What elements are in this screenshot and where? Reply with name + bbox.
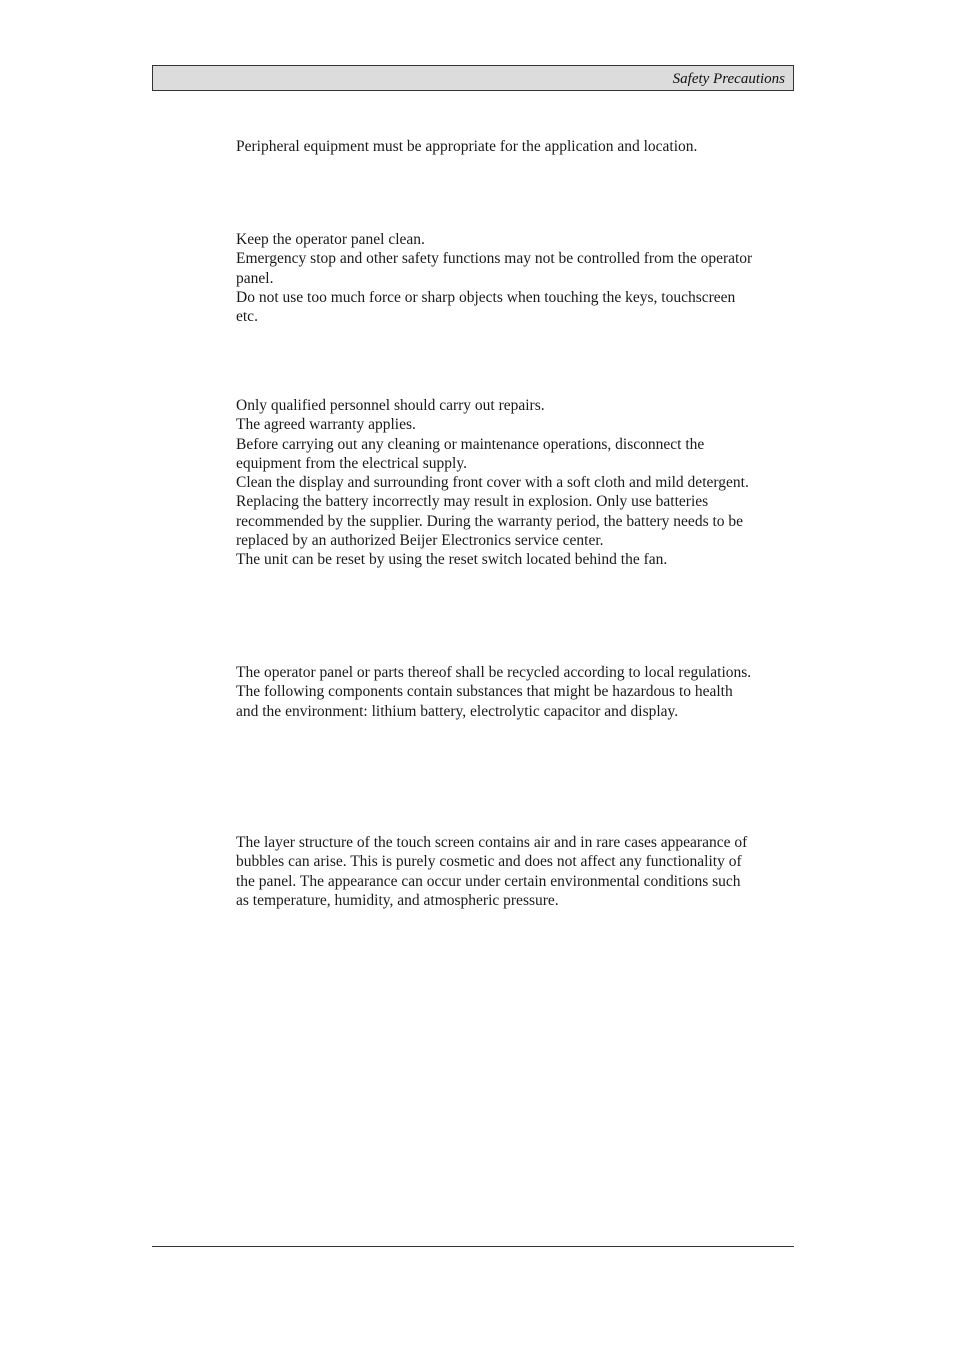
paragraph: The agreed warranty applies. xyxy=(236,416,416,434)
paragraph: The following components contain substances that might be hazardous to health and the environment: lithium battery, electrolytic capacitor and display. xyxy=(236,683,733,720)
section-peripheral-equipment xyxy=(236,137,697,156)
section-dismantling-scrapping xyxy=(236,663,756,721)
section-operator-panel xyxy=(236,230,756,326)
paragraph: Clean the display and surrounding front cover with a soft cloth and mild detergent. xyxy=(236,474,749,492)
page-header xyxy=(152,65,794,91)
paragraph: Keep the operator panel clean. xyxy=(236,231,425,248)
paragraph: Replacing the battery incorrectly may result in explosion. Only use batteries recommended by the supplier. During the warranty period, the battery needs to be replaced by an authorized Beijer Electronics service center. xyxy=(236,493,744,550)
paragraph: The operator panel or parts thereof shall be recycled according to local regulations. xyxy=(236,664,752,681)
section-service-maintenance xyxy=(236,396,756,570)
header-title: Safety Precautions xyxy=(672,71,785,87)
paragraph: Do not use too much force or sharp objects when touching the keys, touchscreen etc. xyxy=(236,288,736,326)
footer-divider xyxy=(152,1246,794,1247)
section-touch-screen-bubbles xyxy=(236,833,756,910)
paragraph: Before carrying out any cleaning or maintenance operations, disconnect the equipment from the electrical supply. xyxy=(236,435,705,472)
paragraph: The layer structure of the touch screen contains air and in rare cases appearance of bubbles can arise. This is purely cosmetic and does not affect any functionality of the panel. The appearance can occur under certain environmental conditions such as temperature, humidity, and atmospheric pressure. xyxy=(236,834,748,909)
paragraph: The unit can be reset by using the reset switch located behind the fan. xyxy=(236,551,668,569)
paragraph: Emergency stop and other safety functions may not be controlled from the operator panel. xyxy=(236,250,753,287)
paragraph: Only qualified personnel should carry out repairs. xyxy=(236,397,545,414)
paragraph: Peripheral equipment must be appropriate for the application and location. xyxy=(236,138,698,155)
